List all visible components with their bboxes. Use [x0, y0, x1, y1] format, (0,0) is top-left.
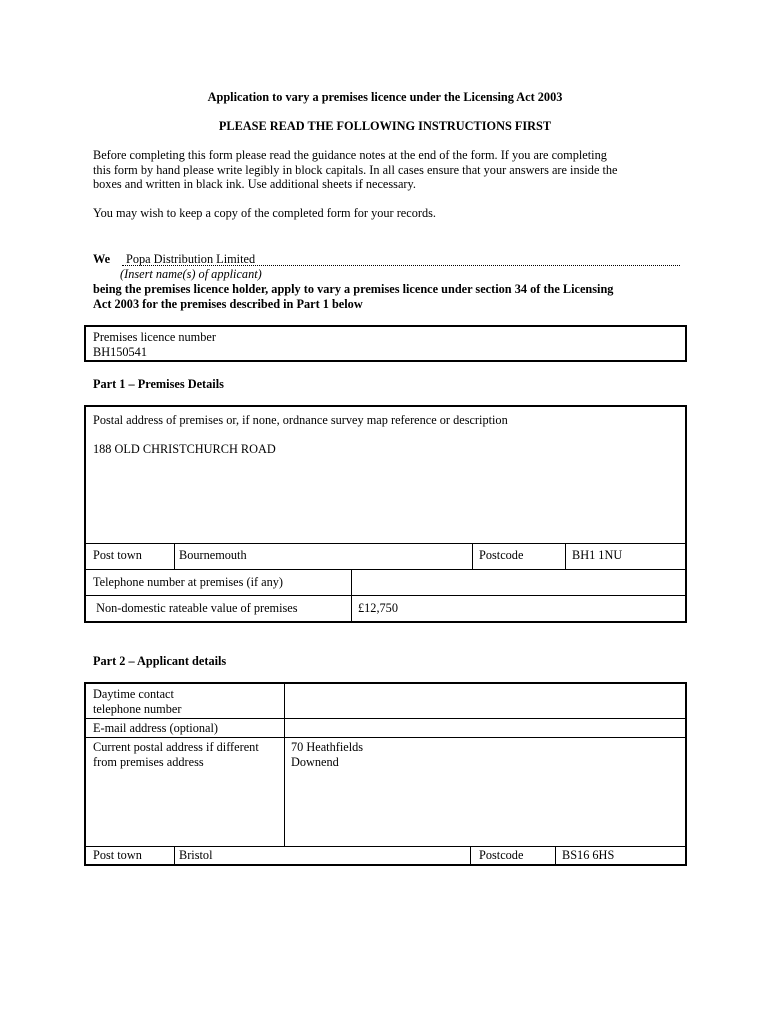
divider	[470, 846, 471, 864]
divider	[86, 737, 685, 738]
post-town-field[interactable]: Bournemouth	[179, 548, 247, 562]
applicant-postcode-field[interactable]: BS16 6HS	[562, 848, 615, 862]
email-label: E-mail address (optional)	[93, 721, 218, 735]
divider	[86, 543, 685, 544]
current-address-field-line1[interactable]: 70 Heathfields	[291, 740, 364, 754]
daytime-phone-label-line2: telephone number	[93, 702, 182, 716]
applicant-name-field[interactable]: Popa Distribution Limited	[126, 252, 256, 266]
current-address-label-line2: from premises address	[93, 755, 204, 769]
premises-address-field[interactable]: 188 OLD CHRISTCHURCH ROAD	[93, 442, 276, 456]
premises-address-label: Postal address of premises or, if none, ordnance survey map reference or description	[93, 413, 508, 427]
instructions-heading: PLEASE READ THE FOLLOWING INSTRUCTIONS FIRST	[218, 119, 552, 133]
daytime-phone-label-line1: Daytime contact	[93, 687, 174, 701]
applicant-name-underline	[122, 265, 680, 266]
rateable-value-field[interactable]: £12,750	[358, 601, 398, 615]
applicant-postcode-label: Postcode	[479, 848, 524, 862]
divider	[86, 718, 685, 719]
current-address-label-line1: Current postal address if different	[93, 740, 259, 754]
applicant-post-town-field[interactable]: Bristol	[179, 848, 213, 862]
insert-applicant-hint: (Insert name(s) of applicant)	[120, 267, 262, 281]
applicant-statement-line2: Act 2003 for the premises described in Part 1 below	[93, 297, 363, 311]
divider	[174, 543, 175, 569]
divider	[86, 595, 685, 596]
part1-heading: Part 1 – Premises Details	[93, 377, 224, 391]
we-label: We	[93, 252, 111, 266]
applicant-details-box	[84, 682, 687, 866]
divider	[555, 846, 556, 864]
form-title: Application to vary a premises licence under the Licensing Act 2003	[207, 90, 563, 104]
licence-number-box	[84, 325, 687, 362]
divider	[284, 684, 285, 846]
part2-heading: Part 2 – Applicant details	[93, 654, 227, 668]
copy-note: You may wish to keep a copy of the completed form for your records.	[93, 206, 436, 220]
divider	[86, 569, 685, 570]
divider	[351, 569, 352, 621]
instructions-text-line3: boxes and written in black ink. Use additional sheets if necessary.	[93, 177, 416, 191]
postcode-field[interactable]: BH1 1NU	[572, 548, 623, 562]
licence-number-label: Premises licence number	[93, 330, 216, 344]
divider	[565, 543, 566, 569]
divider	[472, 543, 473, 569]
premises-telephone-label: Telephone number at premises (if any)	[93, 575, 284, 589]
rateable-value-label: Non-domestic rateable value of premises	[93, 601, 298, 615]
current-address-field-line2[interactable]: Downend	[291, 755, 339, 769]
applicant-statement-line1: being the premises licence holder, apply to vary a premises licence under section 34 of the Licensing	[93, 282, 614, 296]
divider	[174, 846, 175, 864]
applicant-post-town-label: Post town	[93, 848, 142, 862]
postcode-label: Postcode	[479, 548, 524, 562]
divider	[86, 846, 685, 847]
post-town-label: Post town	[93, 548, 142, 562]
instructions-text-line1: Before completing this form please read the guidance notes at the end of the form. If you are completing	[93, 148, 607, 162]
premises-details-box	[84, 405, 687, 623]
instructions-text-line2: this form by hand please write legibly in block capitals. In all cases ensure that your answers are inside the	[93, 163, 618, 177]
licence-number-field[interactable]: BH150541	[93, 345, 147, 359]
